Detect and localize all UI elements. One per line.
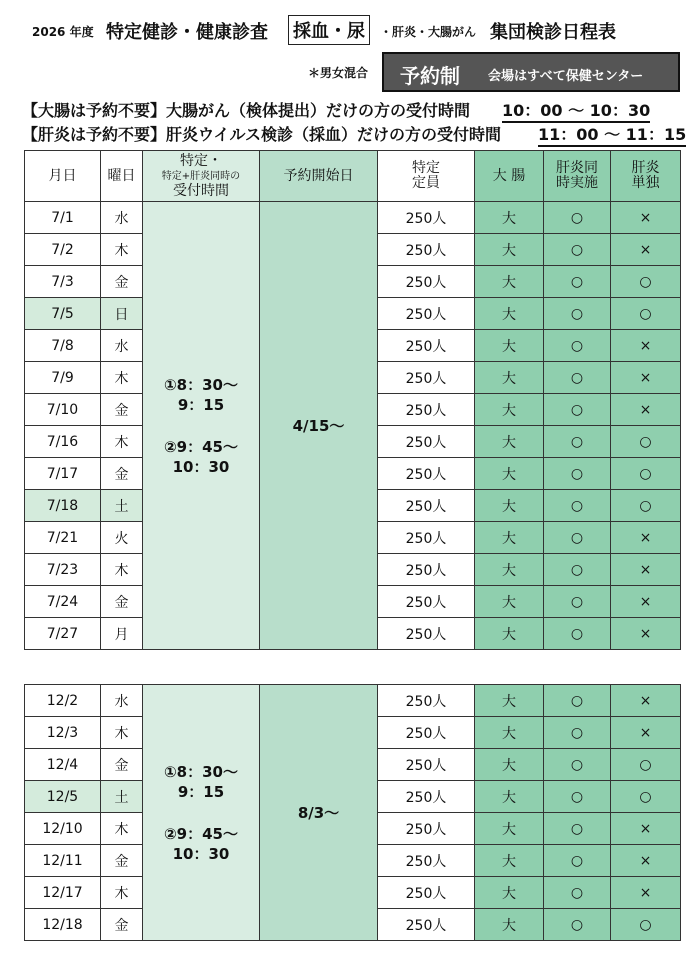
- july-rows: [25, 202, 681, 650]
- hep-same-cell: ○: [544, 202, 611, 234]
- hep-same-cell: ○: [544, 394, 611, 426]
- capacity-cell: 250人: [378, 426, 475, 458]
- weekday-cell: 金: [101, 909, 143, 941]
- reception-time-line: ②9：45〜: [163, 437, 238, 456]
- hep-only-cell: ×: [611, 202, 681, 234]
- weekday-cell: 土: [101, 490, 143, 522]
- hep-only-cell: ×: [611, 845, 681, 877]
- capacity-cell: 250人: [378, 749, 475, 781]
- colon-cell: 大: [475, 717, 544, 749]
- capacity-cell: 250人: [378, 490, 475, 522]
- hep-only-cell: ○: [611, 458, 681, 490]
- hep-same-cell: ○: [544, 685, 611, 717]
- date-cell: 7/21: [25, 522, 101, 554]
- capacity-cell: 250人: [378, 781, 475, 813]
- reservation-label: 予約制: [400, 64, 460, 88]
- capacity-cell: 250人: [378, 717, 475, 749]
- reservation-banner: [382, 52, 680, 92]
- capacity-cell: 250人: [378, 202, 475, 234]
- colon-cell: 大: [475, 266, 544, 298]
- date-cell: 7/27: [25, 618, 101, 650]
- hep-same-cell: ○: [544, 586, 611, 618]
- colon-cell: 大: [475, 813, 544, 845]
- hep-same-cell: ○: [544, 717, 611, 749]
- weekday-cell: 金: [101, 394, 143, 426]
- mixed-gender-note: ＊男女混合: [308, 66, 369, 80]
- date-cell: 12/5: [25, 781, 101, 813]
- reception-time-line: 9：15: [177, 395, 225, 414]
- title-year: 2026 年度: [32, 25, 94, 39]
- date-cell: 12/17: [25, 877, 101, 909]
- hep-same-cell: ○: [544, 845, 611, 877]
- colon-cell: 大: [475, 586, 544, 618]
- hep-same-cell: ○: [544, 554, 611, 586]
- colon-cell: 大: [475, 522, 544, 554]
- colon-note: 【大腸は予約不要】大腸がん（検体提出）だけの方の受付時間: [22, 101, 471, 120]
- hep-only-cell: ○: [611, 909, 681, 941]
- december-rows: [25, 685, 681, 941]
- col-capacity: 特定 定員: [378, 151, 475, 202]
- hepatitis-note-time: 11：00 〜 11：15: [538, 122, 686, 147]
- weekday-cell: 金: [101, 266, 143, 298]
- colon-cell: 大: [475, 234, 544, 266]
- date-cell: 12/2: [25, 685, 101, 717]
- hep-only-cell: ○: [611, 749, 681, 781]
- hep-only-cell: ×: [611, 330, 681, 362]
- capacity-cell: 250人: [378, 362, 475, 394]
- weekday-cell: 火: [101, 522, 143, 554]
- weekday-cell: 水: [101, 330, 143, 362]
- title-small: ・肝炎・大腸がん: [380, 25, 477, 39]
- reserve-start-cell: 4/15〜: [260, 202, 378, 650]
- colon-cell: 大: [475, 330, 544, 362]
- date-cell: 12/4: [25, 749, 101, 781]
- col-weekday: 曜日: [101, 151, 143, 202]
- colon-cell: 大: [475, 877, 544, 909]
- weekday-cell: 日: [101, 298, 143, 330]
- colon-cell: 大: [475, 458, 544, 490]
- colon-cell: 大: [475, 554, 544, 586]
- hep-same-cell: ○: [544, 234, 611, 266]
- capacity-cell: 250人: [378, 586, 475, 618]
- hep-same-cell: ○: [544, 490, 611, 522]
- reception-time-line: 10：30: [172, 457, 230, 476]
- weekday-cell: 木: [101, 877, 143, 909]
- weekday-cell: 金: [101, 586, 143, 618]
- weekday-cell: 土: [101, 781, 143, 813]
- weekday-cell: 月: [101, 618, 143, 650]
- hepatitis-note: 【肝炎は予約不要】肝炎ウイルス検診（採血）だけの方の受付時間: [22, 125, 502, 144]
- capacity-cell: 250人: [378, 685, 475, 717]
- colon-cell: 大: [475, 749, 544, 781]
- hep-only-cell: ○: [611, 781, 681, 813]
- date-cell: 12/11: [25, 845, 101, 877]
- hep-only-cell: ○: [611, 426, 681, 458]
- reception-time-line: ②9：45〜: [163, 824, 238, 843]
- colon-cell: 大: [475, 202, 544, 234]
- hep-same-cell: ○: [544, 266, 611, 298]
- date-cell: 7/8: [25, 330, 101, 362]
- col-hep-only: 肝炎 単独: [611, 151, 681, 202]
- date-cell: 7/5: [25, 298, 101, 330]
- hep-only-cell: ○: [611, 298, 681, 330]
- col-colon: 大 腸: [475, 151, 544, 202]
- date-cell: 7/17: [25, 458, 101, 490]
- colon-cell: 大: [475, 426, 544, 458]
- capacity-cell: 250人: [378, 266, 475, 298]
- capacity-cell: 250人: [378, 458, 475, 490]
- reception-time-cell: [143, 685, 260, 941]
- hep-only-cell: ○: [611, 490, 681, 522]
- col-reserve-start: 予約開始日: [260, 151, 378, 202]
- hep-same-cell: ○: [544, 813, 611, 845]
- colon-cell: 大: [475, 781, 544, 813]
- reception-time-line: 10：30: [172, 844, 230, 863]
- weekday-cell: 金: [101, 458, 143, 490]
- weekday-cell: 金: [101, 845, 143, 877]
- hep-same-cell: ○: [544, 749, 611, 781]
- hep-same-cell: ○: [544, 458, 611, 490]
- table-row: [25, 202, 681, 234]
- date-cell: 7/16: [25, 426, 101, 458]
- date-cell: 12/3: [25, 717, 101, 749]
- hep-same-cell: ○: [544, 877, 611, 909]
- weekday-cell: 水: [101, 202, 143, 234]
- hep-only-cell: ×: [611, 877, 681, 909]
- colon-cell: 大: [475, 845, 544, 877]
- july-schedule-table: [24, 150, 681, 650]
- capacity-cell: 250人: [378, 298, 475, 330]
- capacity-cell: 250人: [378, 522, 475, 554]
- document-title: [0, 8, 700, 48]
- hep-same-cell: ○: [544, 362, 611, 394]
- date-cell: 12/10: [25, 813, 101, 845]
- weekday-cell: 金: [101, 749, 143, 781]
- colon-cell: 大: [475, 618, 544, 650]
- date-cell: 7/1: [25, 202, 101, 234]
- december-schedule-table: [24, 684, 681, 941]
- date-cell: 7/23: [25, 554, 101, 586]
- hep-only-cell: ×: [611, 717, 681, 749]
- colon-note-time: 10：00 〜 10：30: [502, 98, 650, 123]
- col-hep-same: 肝炎同 時実施: [544, 151, 611, 202]
- colon-cell: 大: [475, 685, 544, 717]
- reserve-start-cell: 8/3〜: [260, 685, 378, 941]
- hep-only-cell: ○: [611, 266, 681, 298]
- hep-only-cell: ×: [611, 813, 681, 845]
- date-cell: 7/10: [25, 394, 101, 426]
- hep-only-cell: ×: [611, 522, 681, 554]
- date-cell: 12/18: [25, 909, 101, 941]
- date-cell: 7/9: [25, 362, 101, 394]
- title-boxed: 採血・尿: [288, 15, 370, 45]
- hep-only-cell: ×: [611, 234, 681, 266]
- colon-cell: 大: [475, 298, 544, 330]
- colon-cell: 大: [475, 394, 544, 426]
- venue-note: 会場はすべて保健センター: [488, 69, 644, 84]
- hep-same-cell: ○: [544, 298, 611, 330]
- hep-only-cell: ×: [611, 618, 681, 650]
- reception-time-line: ①8：30〜: [163, 762, 238, 781]
- capacity-cell: 250人: [378, 909, 475, 941]
- hep-only-cell: ×: [611, 554, 681, 586]
- title-end: 集団検診日程表: [490, 22, 616, 43]
- weekday-cell: 木: [101, 813, 143, 845]
- capacity-cell: 250人: [378, 234, 475, 266]
- hep-same-cell: ○: [544, 781, 611, 813]
- hep-same-cell: ○: [544, 330, 611, 362]
- hep-only-cell: ×: [611, 394, 681, 426]
- hep-same-cell: ○: [544, 618, 611, 650]
- weekday-cell: 水: [101, 685, 143, 717]
- capacity-cell: 250人: [378, 618, 475, 650]
- table-header-row: [25, 151, 681, 202]
- hep-same-cell: ○: [544, 426, 611, 458]
- table-row: [25, 685, 681, 717]
- capacity-cell: 250人: [378, 845, 475, 877]
- capacity-cell: 250人: [378, 813, 475, 845]
- title-main: 特定健診・健康診査: [106, 22, 268, 43]
- hep-only-cell: ×: [611, 362, 681, 394]
- hep-only-cell: ×: [611, 586, 681, 618]
- col-date: 月日: [25, 151, 101, 202]
- col-reception: 特定・ 特定+肝炎同時の 受付時間: [143, 151, 260, 202]
- capacity-cell: 250人: [378, 330, 475, 362]
- weekday-cell: 木: [101, 426, 143, 458]
- colon-cell: 大: [475, 909, 544, 941]
- capacity-cell: 250人: [378, 877, 475, 909]
- hep-only-cell: ×: [611, 685, 681, 717]
- hep-same-cell: ○: [544, 909, 611, 941]
- reception-time-line: ①8：30〜: [163, 375, 238, 394]
- reception-time-line: 9：15: [177, 782, 225, 801]
- weekday-cell: 木: [101, 554, 143, 586]
- hep-same-cell: ○: [544, 522, 611, 554]
- weekday-cell: 木: [101, 362, 143, 394]
- colon-cell: 大: [475, 362, 544, 394]
- capacity-cell: 250人: [378, 394, 475, 426]
- weekday-cell: 木: [101, 234, 143, 266]
- capacity-cell: 250人: [378, 554, 475, 586]
- date-cell: 7/2: [25, 234, 101, 266]
- date-cell: 7/3: [25, 266, 101, 298]
- colon-cell: 大: [475, 490, 544, 522]
- date-cell: 7/24: [25, 586, 101, 618]
- weekday-cell: 木: [101, 717, 143, 749]
- date-cell: 7/18: [25, 490, 101, 522]
- reception-time-cell: [143, 202, 260, 650]
